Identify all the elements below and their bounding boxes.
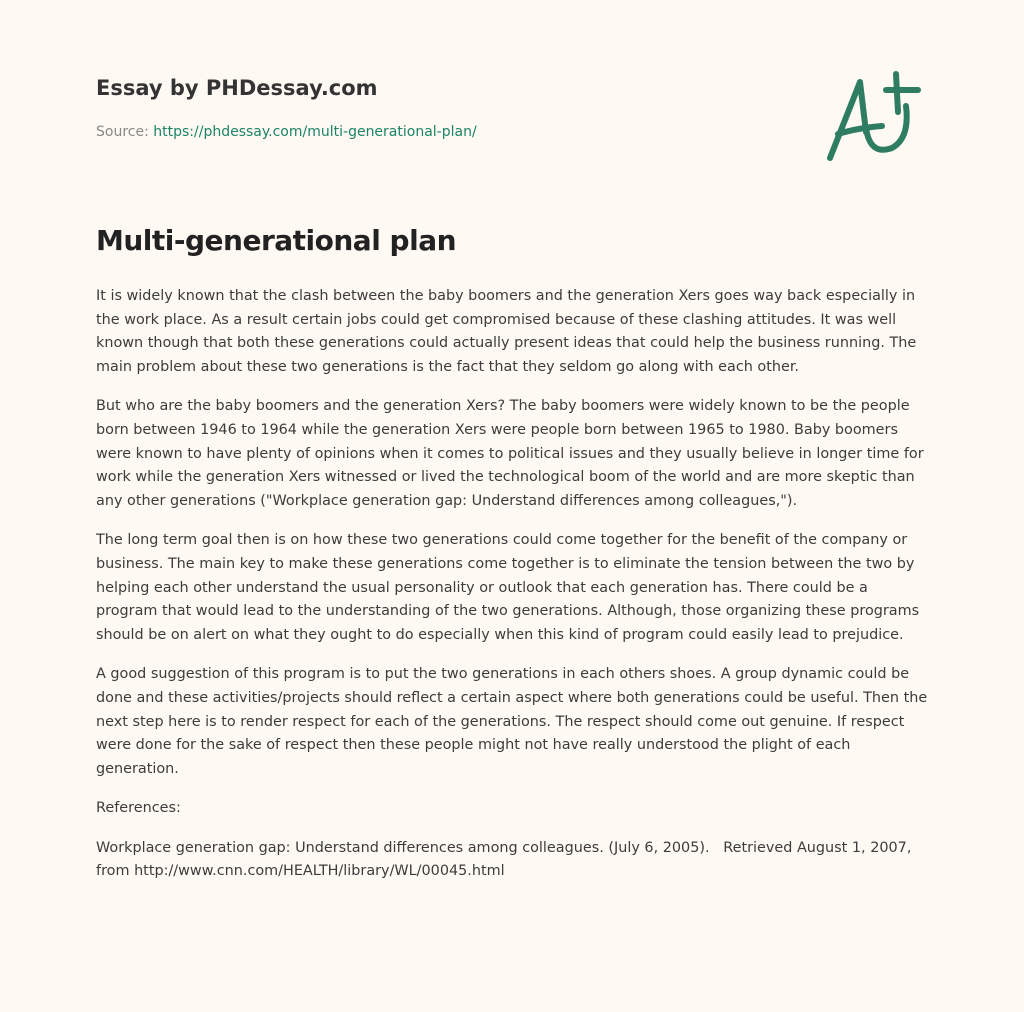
paragraph: It is widely known that the clash between the baby boomers and the generation Xers goes way back especially in the work place. As a result certain jobs could get compromised because of these clashing attitudes. It was well known though that both these generations could actually present ideas that could help the business running. The main problem about these two generations is the fact that they seldom go along with each other.: [96, 288, 917, 375]
a-plus-logo-icon: [822, 68, 932, 168]
source-label: Source:: [96, 124, 149, 140]
source-link[interactable]: https://phdessay.com/multi-generational-plan/: [153, 124, 477, 140]
reference-item: Workplace generation gap: Understand differences among colleagues. (July 6, 2005). Retrieved August 1, 2007, from http://www.cnn.com/HEALTH/library/WL/00045.html: [96, 839, 916, 880]
references-heading: References:: [96, 800, 181, 817]
paragraph: The long term goal then is on how these two generations could come together for the benefit of the company or business. The main key to make these generations come together is to eliminate the tension between the two by helping each other understand the usual personality or outlook that each generation has. There could be a program that would lead to the understanding of the two generations. Although, those organizing these programs should be on alert on what they ought to do especially when this kind of program could easily lead to prejudice.: [96, 532, 920, 643]
brand-title: Essay by PHDessay.com: [96, 76, 378, 100]
essay-body: [96, 285, 932, 900]
source-line: [96, 124, 477, 140]
paragraph: A good suggestion of this program is to put the two generations in each others shoes. A group dynamic could be done and these activities/projects should reflect a certain aspect where both generations could be useful. Then the next step here is to render respect for each of the generations. The respect should come out genuine. If respect were done for the sake of respect then these people might not have really understood the plight of each generation.: [96, 666, 928, 777]
essay-title: Multi-generational plan: [96, 224, 457, 257]
paragraph: But who are the baby boomers and the generation Xers? The baby boomers were widely known to be the people born between 1946 to 1964 while the generation Xers were people born between 1965 to 1980. Baby boomers were known to have plenty of opinions when it comes to political issues and they usually believe in longer time for work while the generation Xers witnessed or lived the technological boom of the world and are more skeptic than any other generations ("Workplace generation gap: Understand differences among colleagues,").: [96, 398, 924, 509]
